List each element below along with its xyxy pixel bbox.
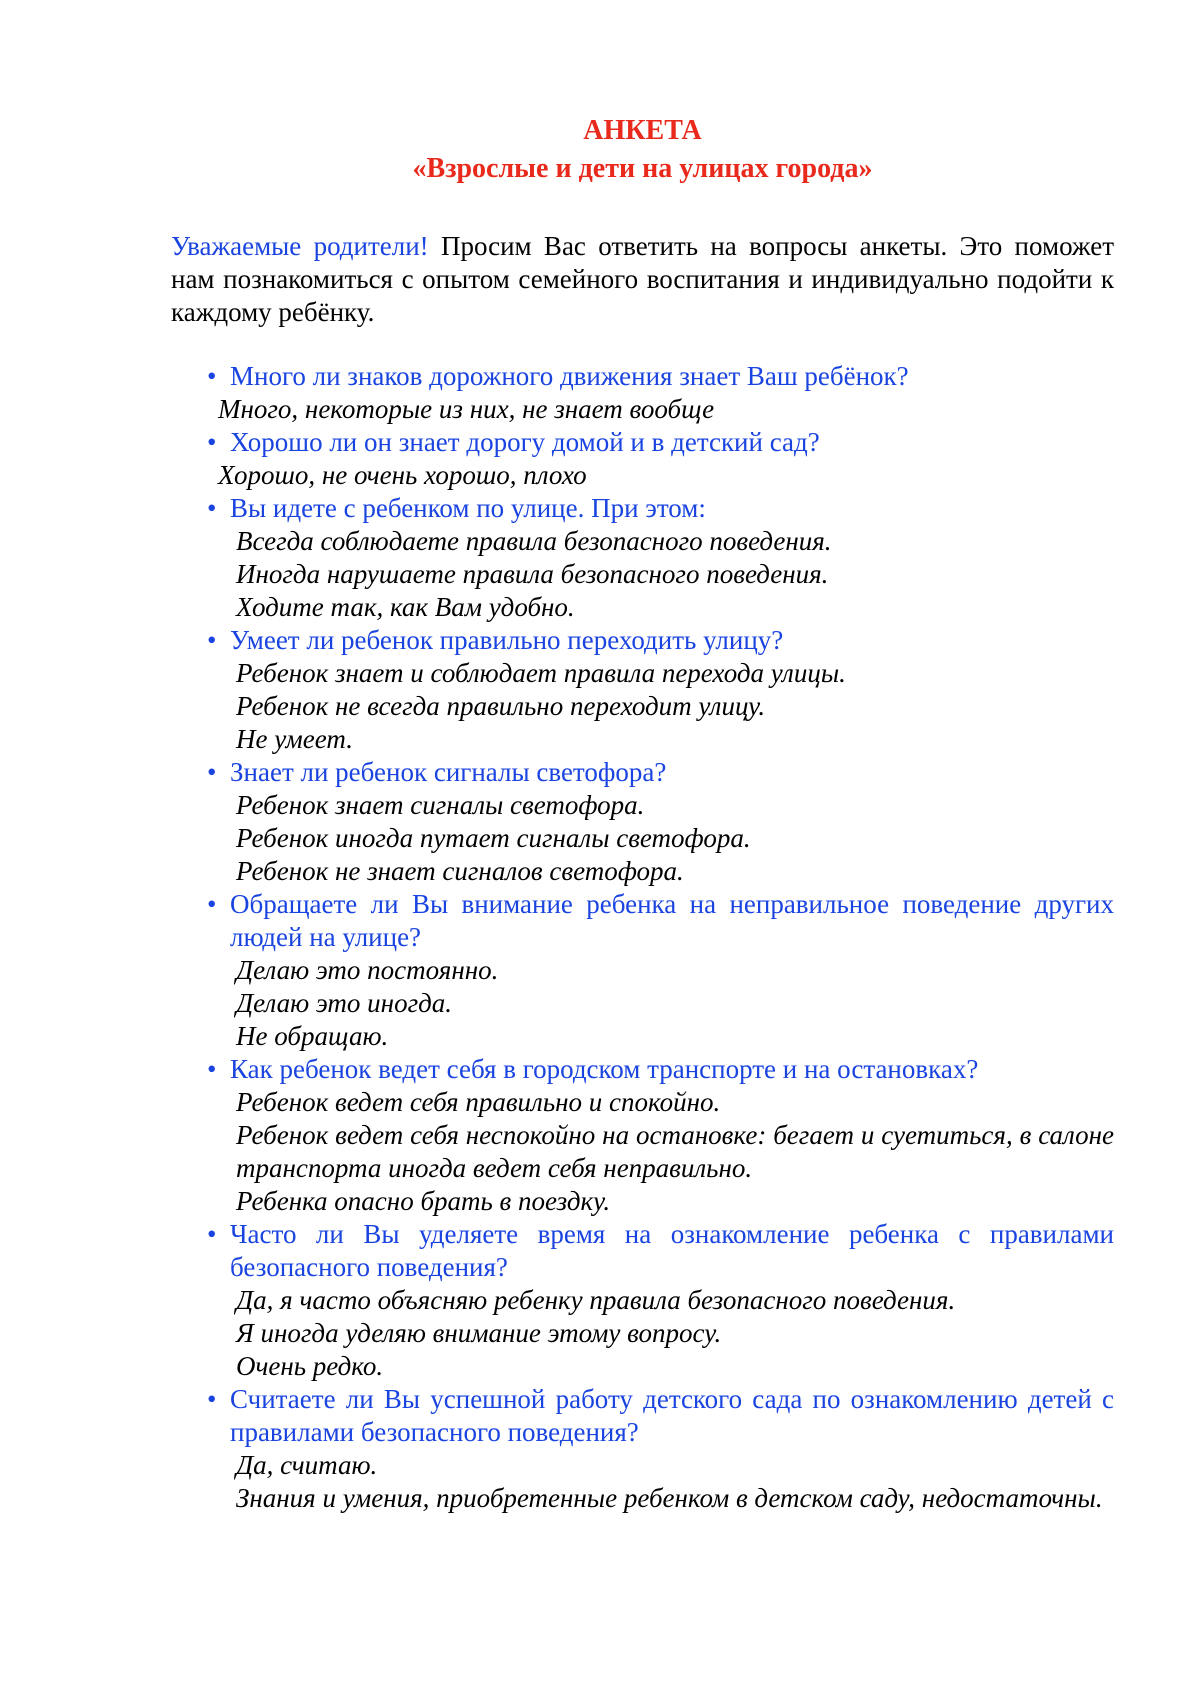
answer-option: Ребенок ведет себя правильно и спокойно. bbox=[236, 1087, 721, 1117]
answer-option: Ходите так, как Вам удобно. bbox=[236, 592, 575, 622]
answer-option: Знания и умения, приобретенные ребенком в детском саду, недостаточны. bbox=[236, 1483, 1103, 1513]
question-label: Часто ли Вы уделяете время на ознакомление ребенка с правилами безопасного поведения? bbox=[230, 1219, 1114, 1282]
answer-option: Да, считаю. bbox=[236, 1450, 378, 1480]
bullet-icon: • bbox=[207, 361, 217, 391]
answer-option: Ребенок знает сигналы светофора. bbox=[236, 790, 645, 820]
question-item bbox=[171, 1383, 1114, 1515]
question-text bbox=[171, 360, 1114, 393]
question-item bbox=[171, 624, 1114, 756]
question-item bbox=[171, 1053, 1114, 1218]
intro-greeting: Уважаемые родители! bbox=[171, 231, 429, 261]
answer-option: Не умеет. bbox=[236, 724, 353, 754]
question-text bbox=[171, 492, 1114, 525]
intro-text: Просим Вас ответить на вопросы анкеты. Это поможет нам познакомиться с опытом семейного воспитания и индивидуально подойти к каждому ребёнку. bbox=[171, 231, 1114, 327]
answer-option: Да, я часто объясняю ребенку правила безопасного поведения. bbox=[236, 1285, 956, 1315]
question-label: Много ли знаков дорожного движения знает Ваш ребёнок? bbox=[230, 361, 909, 391]
answer-option: Ребенок знает и соблюдает правила перехода улицы. bbox=[236, 658, 846, 688]
question-list bbox=[171, 360, 1114, 1515]
answer-option: Я иногда уделяю внимание этому вопросу. bbox=[236, 1318, 722, 1348]
bullet-icon: • bbox=[207, 493, 217, 523]
question-item bbox=[171, 756, 1114, 888]
question-text bbox=[171, 1218, 1114, 1284]
answer-option: Делаю это иногда. bbox=[236, 988, 453, 1018]
question-item bbox=[171, 426, 1114, 492]
answer-option: Ребенок не всегда правильно переходит улицу. bbox=[236, 691, 766, 721]
question-label: Обращаете ли Вы внимание ребенка на неправильное поведение других людей на улице? bbox=[230, 889, 1114, 952]
answer-option: Ребенок ведет себя неспокойно на остановке: бегает и суетиться, в салоне транспорта иногда ведет себя неправильно. bbox=[236, 1120, 1114, 1183]
answer-option: Делаю это постоянно. bbox=[236, 955, 499, 985]
question-label: Умеет ли ребенок правильно переходить улицу? bbox=[230, 625, 784, 655]
question-text bbox=[171, 426, 1114, 459]
question-text bbox=[171, 888, 1114, 954]
question-item bbox=[171, 492, 1114, 624]
question-label: Как ребенок ведет себя в городском транспорте и на остановках? bbox=[230, 1054, 979, 1084]
answer-option: Иногда нарушаете правила безопасного поведения. bbox=[236, 559, 829, 589]
question-item bbox=[171, 888, 1114, 1053]
answer-option: Всегда соблюдаете правила безопасного поведения. bbox=[236, 526, 832, 556]
document-title: АНКЕТА bbox=[583, 115, 702, 146]
questionnaire-page bbox=[171, 112, 1114, 1515]
bullet-icon: • bbox=[207, 625, 217, 655]
answer-option: Очень редко. bbox=[236, 1351, 384, 1381]
answer-option: Не обращаю. bbox=[236, 1021, 389, 1051]
answer-option: Хорошо, не очень хорошо, плохо bbox=[218, 460, 587, 490]
question-text bbox=[171, 1053, 1114, 1086]
bullet-icon: • bbox=[207, 1054, 217, 1084]
document-subtitle: «Взрослые и дети на улицах города» bbox=[412, 153, 873, 184]
answer-option: Ребенок не знает сигналов светофора. bbox=[236, 856, 684, 886]
question-label: Вы идете с ребенком по улице. При этом: bbox=[230, 493, 706, 523]
answer-option: Ребенка опасно брать в поездку. bbox=[236, 1186, 611, 1216]
bullet-icon: • bbox=[207, 1384, 217, 1414]
bullet-icon: • bbox=[207, 427, 217, 457]
question-text bbox=[171, 624, 1114, 657]
question-label: Знает ли ребенок сигналы светофора? bbox=[230, 757, 667, 787]
answer-option: Ребенок иногда путает сигналы светофора. bbox=[236, 823, 751, 853]
question-text bbox=[171, 1383, 1114, 1449]
bullet-icon: • bbox=[207, 757, 217, 787]
answer-option: Много, некоторые из них, не знает вообще bbox=[218, 394, 715, 424]
question-item bbox=[171, 360, 1114, 426]
intro-paragraph bbox=[171, 230, 1114, 329]
bullet-icon: • bbox=[207, 889, 217, 919]
question-text bbox=[171, 756, 1114, 789]
bullet-icon: • bbox=[207, 1219, 217, 1249]
question-label: Хорошо ли он знает дорогу домой и в детский сад? bbox=[230, 427, 820, 457]
question-label: Считаете ли Вы успешной работу детского сада по ознакомлению детей с правилами безопасного поведения? bbox=[230, 1384, 1114, 1447]
question-item bbox=[171, 1218, 1114, 1383]
